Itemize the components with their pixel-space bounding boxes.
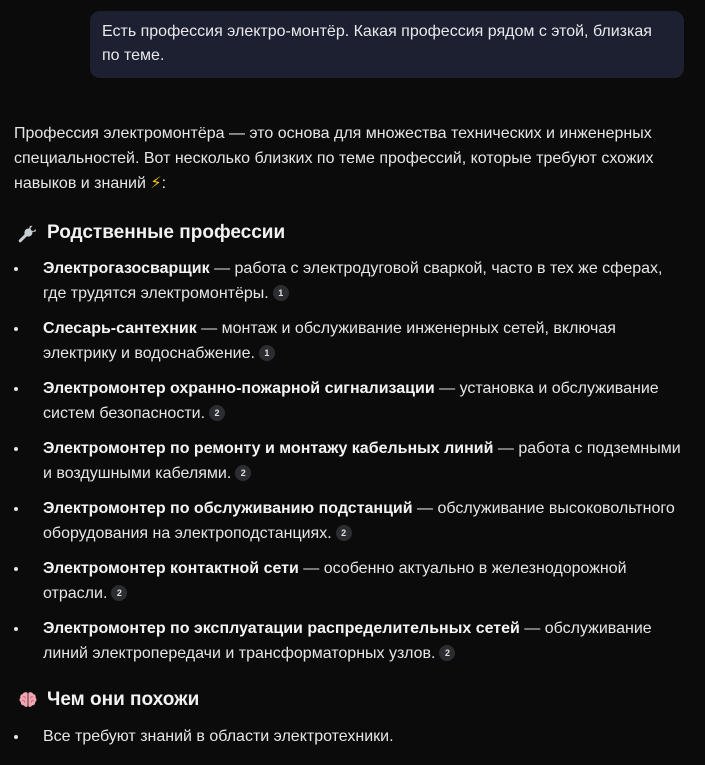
bullet xyxy=(14,627,18,631)
item-text: Все требуют знаний в области электротехники. xyxy=(43,728,394,745)
related-professions-list xyxy=(14,256,690,666)
assistant-answer xyxy=(14,121,690,749)
lightning-icon: ⚡ xyxy=(150,175,162,192)
citation-badge[interactable]: 2 xyxy=(235,465,251,481)
citation-badge[interactable]: 1 xyxy=(273,285,289,301)
section-title: Чем они похожи xyxy=(47,689,200,710)
item-term: Слесарь-сантехник xyxy=(43,320,197,337)
bullet xyxy=(14,327,18,331)
user-message-text: Есть профессия электро-монтёр. Какая профессия рядом с этой, близкая по теме. xyxy=(102,23,652,64)
citation-badge[interactable]: 1 xyxy=(259,345,275,361)
section-heading-related xyxy=(14,219,690,247)
bullet xyxy=(14,267,18,271)
list-item xyxy=(14,724,690,749)
user-message-bubble xyxy=(90,11,684,78)
list-item xyxy=(14,316,690,366)
bullet xyxy=(14,507,18,511)
item-desc: — установка и обслуживание систем безопасности. xyxy=(43,380,659,422)
list-item xyxy=(14,376,690,426)
bullet xyxy=(14,447,18,451)
wrench-icon xyxy=(16,222,40,244)
item-term: Электромонтер охранно-пожарной сигнализации xyxy=(43,380,435,397)
item-desc: — работа с подземными и воздушными кабелями. xyxy=(43,440,681,482)
item-term: Электромонтер по ремонту и монтажу кабельных линий xyxy=(43,440,494,457)
item-term: Электромонтер по эксплуатации распределительных сетей xyxy=(43,620,520,637)
citation-badge[interactable]: 2 xyxy=(209,405,225,421)
citation-badge[interactable]: 2 xyxy=(439,645,455,661)
list-item xyxy=(14,556,690,606)
list-item xyxy=(14,616,690,666)
citation-badge[interactable]: 2 xyxy=(111,585,127,601)
list-item xyxy=(14,256,690,306)
section-title: Родственные профессии xyxy=(47,222,286,243)
list-item xyxy=(14,436,690,486)
item-desc: — обслуживание высоковольтного оборудования на электроподстанциях. xyxy=(43,500,675,542)
section-heading-similarities xyxy=(14,686,690,714)
bullet xyxy=(14,735,18,739)
item-desc: — обслуживание линий электропередачи и трансформаторных узлов. xyxy=(43,620,652,662)
intro-end: : xyxy=(161,175,167,192)
list-item xyxy=(14,496,690,546)
brain-icon xyxy=(16,689,40,711)
item-desc: — особенно актуально в железнодорожной отрасли. xyxy=(43,560,627,602)
answer-intro xyxy=(14,121,690,196)
item-desc: — работа с электродуговой сваркой, часто в тех же сферах, где трудятся электромонтёры. xyxy=(43,260,663,302)
item-term: Электромонтер по обслуживанию подстанций xyxy=(43,500,413,517)
intro-text: Профессия электромонтёра — это основа для множества технических и инженерных специальностей. Вот несколько близких по теме профессий, которые требуют схожих навыков и знаний xyxy=(14,125,654,192)
item-desc: — монтаж и обслуживание инженерных сетей, включая электрику и водоснабжение. xyxy=(43,320,616,362)
citation-badge[interactable]: 2 xyxy=(336,525,352,541)
similarities-list xyxy=(14,724,690,749)
bullet xyxy=(14,567,18,571)
item-term: Электромонтер контактной сети xyxy=(43,560,299,577)
bullet xyxy=(14,387,18,391)
item-term: Электрогазосварщик xyxy=(43,260,210,277)
